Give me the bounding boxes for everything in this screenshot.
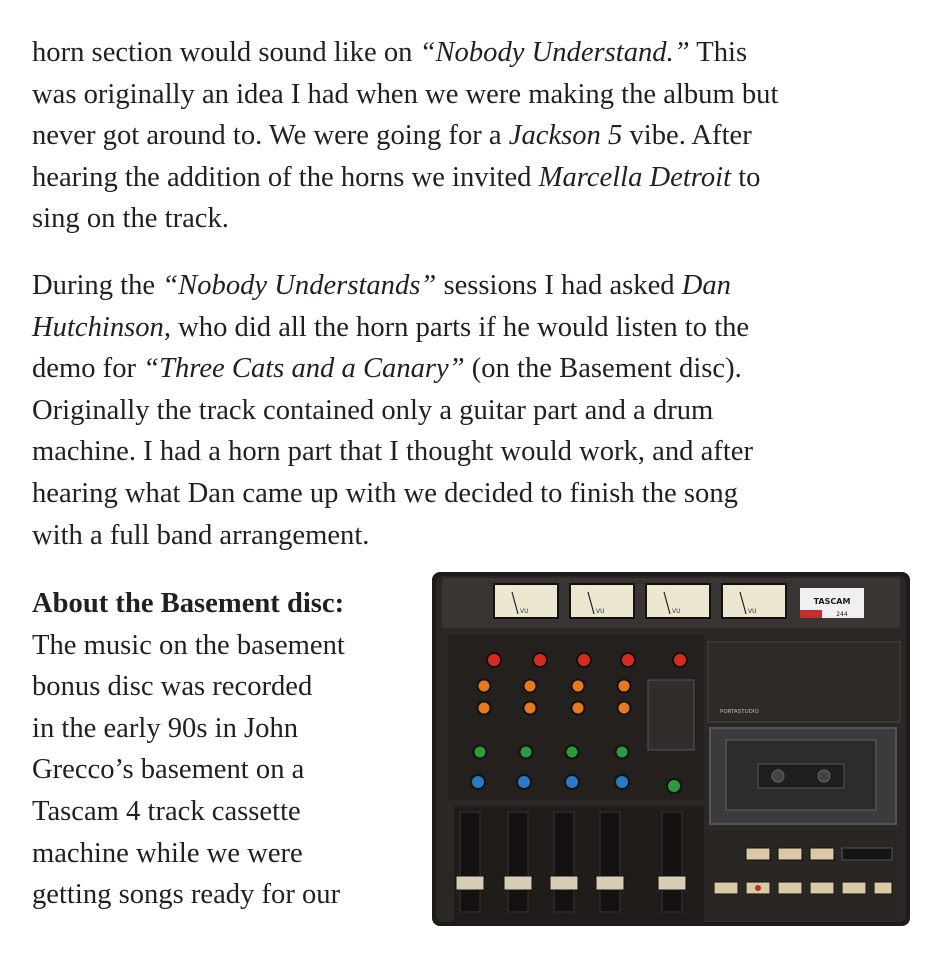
song-title: “Nobody Understands” <box>162 270 437 301</box>
knob-orange <box>524 680 537 693</box>
paragraph-basement-disc <box>32 583 442 916</box>
knob-green <box>616 746 629 759</box>
text-line: machine while we were <box>32 837 303 869</box>
text-run: This <box>689 37 748 68</box>
knob-orange <box>572 702 585 715</box>
transport-buttons <box>710 830 896 920</box>
text-line: sing on the track. <box>32 203 229 235</box>
text-line <box>32 348 927 390</box>
person-name: Hutchinson <box>32 311 164 343</box>
text-run: , who did all the horn parts if he would listen to the <box>163 311 750 343</box>
text-run: During the <box>32 270 163 301</box>
knob-green <box>667 779 681 793</box>
knob-orange <box>572 680 585 693</box>
text-run: (on the Basement disc). <box>464 353 742 385</box>
knob-red <box>487 653 501 667</box>
knob-red <box>533 653 547 667</box>
artist-name: Marcella Detroit <box>538 161 732 193</box>
knob-green <box>520 746 533 759</box>
text-run: horn section would sound like on <box>32 37 420 68</box>
text-line: Grecco’s basement on a <box>32 754 305 786</box>
vu-label: VU <box>520 608 529 615</box>
text-line: bonus disc was recorded <box>32 671 313 703</box>
text-line: with a full band arrangement. <box>32 519 370 551</box>
model-number: 244 <box>836 611 848 618</box>
text-line <box>32 307 927 349</box>
paragraph-horn-section <box>32 32 927 240</box>
fader-knob <box>504 876 532 890</box>
portastudio-label: PORTASTUDIO <box>720 709 759 715</box>
text-line: machine. I had a horn part that I thought would work, and after <box>32 436 753 468</box>
knob-blue <box>615 775 629 789</box>
knob-red <box>673 653 687 667</box>
knob-red <box>621 653 635 667</box>
text-run: demo for <box>32 353 144 385</box>
text-line <box>32 115 927 157</box>
text-line: in the early 90s in John <box>32 712 299 744</box>
text-run: sessions I had asked <box>436 270 682 301</box>
knob-green <box>566 746 579 759</box>
text-line: Tascam 4 track cassette <box>32 795 301 827</box>
paragraph-sessions <box>32 265 927 556</box>
person-name: Dan <box>681 270 731 301</box>
fader-knob <box>596 876 624 890</box>
fader-knob <box>550 876 578 890</box>
text-run: hearing the addition of the horns we invited <box>32 161 539 193</box>
text-line: Originally the track contained only a guitar part and a drum <box>32 394 714 426</box>
knob-orange <box>524 702 537 715</box>
knob-blue <box>471 775 485 789</box>
fader-knob <box>456 876 484 890</box>
text-line <box>32 265 927 307</box>
text-line: getting songs ready for our <box>32 879 341 911</box>
text-line <box>32 157 927 199</box>
song-title: “Three Cats and a Canary” <box>143 353 465 385</box>
knob-blue <box>517 775 531 789</box>
text-line: hearing what Dan came up with we decided to finish the song <box>32 477 738 509</box>
vu-label: VU <box>672 608 681 615</box>
tascam-portastudio-photo <box>428 568 914 930</box>
fader-knob <box>658 876 686 890</box>
vu-label: VU <box>596 608 605 615</box>
text-run: vibe. After <box>622 120 752 152</box>
knob-orange <box>478 702 491 715</box>
knob-orange <box>478 680 491 693</box>
text-line: was originally an idea I had when we were making the album but <box>32 78 779 110</box>
knob-red <box>577 653 591 667</box>
brand-logo: TASCAM <box>813 597 851 606</box>
knob-orange <box>618 680 631 693</box>
text-line <box>32 32 927 74</box>
faders <box>454 806 704 922</box>
knob-orange <box>618 702 631 715</box>
vu-label: VU <box>748 608 757 615</box>
knob-green <box>474 746 487 759</box>
knob-blue <box>565 775 579 789</box>
song-title: “Nobody Understand.” <box>419 37 690 68</box>
text-run: never got around to. We were going for a <box>32 120 509 152</box>
section-heading: About the Basement disc: <box>32 588 345 619</box>
artist-name: Jackson 5 <box>508 120 623 152</box>
text-run: to <box>731 161 761 193</box>
text-line: The music on the basement <box>32 629 345 661</box>
